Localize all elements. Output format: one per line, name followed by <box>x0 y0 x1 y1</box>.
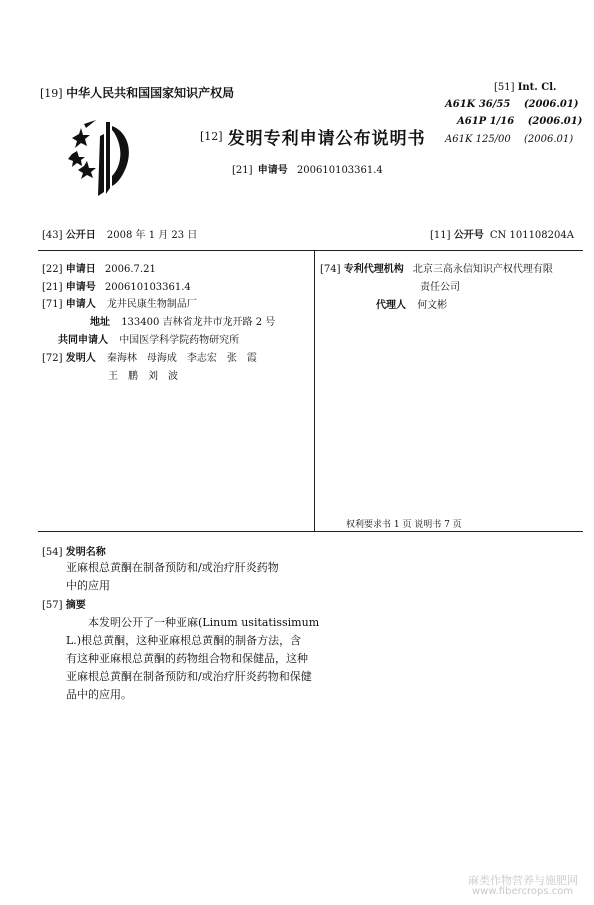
int-cl-row: A61P 1/16 (2006.01) <box>457 116 583 127</box>
office-name: 中华人民共和国国家知识产权局 <box>66 86 235 100</box>
abstract-line: L.)根总黄酮，这种亚麻根总黄酮的制备方法，含 <box>66 634 302 647</box>
inventors-row: [72] 发明人 秦海林 母海成 李志宏 张 霞 <box>42 353 257 364</box>
doc-type-line <box>200 124 426 149</box>
abstract-line: 本发明公开了一种亚麻(Linum usitatissimum <box>88 616 320 629</box>
abstract-line: 有这种亚麻根总黄酮的药物组合物和保健品，这种 <box>66 652 308 665</box>
office-line <box>40 84 234 101</box>
int-cl-label: Int. Cl. <box>517 82 557 93</box>
inventors-row-2: 王 鹏 刘 波 <box>108 371 178 382</box>
office-code: [19] <box>40 87 63 100</box>
invention-title-line: 中的应用 <box>66 579 110 592</box>
publication-date: [43] 公开日 2008 年 1 月 23 日 <box>42 230 198 241</box>
applicant-row: [71] 申请人 龙井民康生物制品厂 <box>42 299 197 310</box>
divider <box>38 531 583 532</box>
app-no-label: 申请号 <box>257 165 288 176</box>
application-number-row: [21] 申请号 200610103361.4 <box>42 282 191 293</box>
int-cl-heading <box>494 82 557 93</box>
page-count-note: 权利要求书 1 页 说明书 7 页 <box>346 520 462 530</box>
column-divider <box>314 250 315 531</box>
application-number-header <box>232 161 383 176</box>
address-row: 地址 133400 吉林省龙井市龙开路 2 号 <box>90 317 276 328</box>
filing-date-row: [22] 申请日 2006.7.21 <box>42 264 156 275</box>
sipo-logo-icon <box>64 112 144 198</box>
int-cl-row: A61K 36/55 (2006.01) <box>445 99 579 110</box>
agent-row: 代理人 何文彬 <box>376 300 448 311</box>
app-no-code: [21] <box>232 165 253 176</box>
abstract-heading: [57] 摘要 <box>42 600 86 611</box>
divider <box>38 250 583 251</box>
watermark-url: www.fibercrops.com <box>472 886 574 897</box>
agency-row: [74] 专利代理机构 北京三高永信知识产权代理有限 <box>320 264 553 275</box>
abstract-line: 品中的应用。 <box>66 688 132 701</box>
invention-title-line: 亚麻根总黄酮在制备预防和/或治疗肝炎药物 <box>66 561 279 574</box>
agency-row-2: 责任公司 <box>420 282 460 293</box>
int-cl-row: A61K 125/00 (2006.01) <box>445 134 574 145</box>
title-heading: [54] 发明名称 <box>42 547 106 558</box>
co-applicant-row: 共同申请人 中国医学科学院药物研究所 <box>58 335 240 346</box>
watermark-title: 麻类作物营养与施肥网 <box>468 874 578 887</box>
publication-number: [11] 公开号 CN 101108204A <box>430 230 574 241</box>
app-no-value: 200610103361.4 <box>296 165 383 176</box>
doc-type-title: 发明专利申请公布说明书 <box>227 129 426 149</box>
doc-type-code: [12] <box>200 130 223 143</box>
abstract-line: 亚麻根总黄酮在制备预防和/或治疗肝炎药物和保健 <box>66 670 312 683</box>
int-cl-code: [51] <box>494 82 515 93</box>
